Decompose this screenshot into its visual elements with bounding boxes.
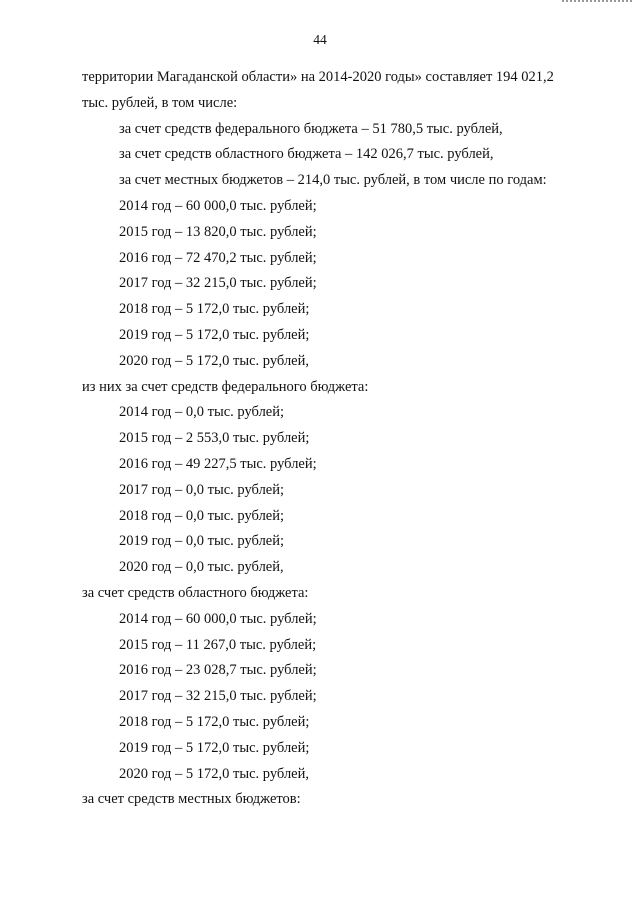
indented-text-line: 2014 год – 0,0 тыс. рублей; bbox=[119, 404, 285, 421]
indented-text-line: 2016 год – 23 028,7 тыс. рублей; bbox=[119, 662, 317, 679]
indented-text-line: 2015 год – 11 267,0 тыс. рублей; bbox=[119, 636, 317, 653]
indented-text-line: 2020 год – 0,0 тыс. рублей, bbox=[119, 559, 284, 576]
text-line: за счет средств местных бюджетов: bbox=[82, 791, 301, 808]
indented-text-line: 2018 год – 0,0 тыс. рублей; bbox=[119, 507, 285, 524]
indented-text-line: 2020 год – 5 172,0 тыс. рублей, bbox=[119, 765, 310, 782]
indented-text-line: 2018 год – 5 172,0 тыс. рублей; bbox=[119, 301, 310, 318]
indented-text-line: 2015 год – 13 820,0 тыс. рублей; bbox=[119, 223, 317, 240]
text-line: за счет средств областного бюджета: bbox=[82, 585, 309, 601]
text-line: тыс. рублей, в том числе: bbox=[82, 94, 238, 111]
indented-text-line: 2016 год – 49 227,5 тыс. рублей; bbox=[119, 456, 317, 472]
page-number: 44 bbox=[313, 32, 327, 47]
indented-text-line: 2017 год – 32 215,0 тыс. рублей; bbox=[119, 688, 317, 705]
indented-text-line: 2017 год – 0,0 тыс. рублей; bbox=[119, 481, 285, 498]
indented-text-line: 2017 год – 32 215,0 тыс. рублей; bbox=[119, 275, 317, 292]
text-line: территории Магаданской области» на 2014-2020 годы» составляет 194 021,2 bbox=[82, 69, 554, 85]
indented-text-line: за счет местных бюджетов – 214,0 тыс. рублей, в том числе по годам: bbox=[119, 172, 547, 189]
scan-corner-mark bbox=[562, 0, 632, 6]
indented-text-line: 2018 год – 5 172,0 тыс. рублей; bbox=[119, 714, 310, 730]
indented-text-line: 2016 год – 72 470,2 тыс. рублей; bbox=[119, 249, 317, 266]
indented-text-line: 2019 год – 0,0 тыс. рублей; bbox=[119, 533, 285, 550]
indented-text-line: 2020 год – 5 172,0 тыс. рублей, bbox=[119, 352, 310, 369]
indented-text-line: 2015 год – 2 553,0 тыс. рублей; bbox=[119, 430, 310, 447]
text-line: из них за счет средств федерального бюджета: bbox=[82, 378, 369, 395]
indented-text-line: 2019 год – 5 172,0 тыс. рублей; bbox=[119, 739, 310, 756]
indented-text-line: за счет средств федерального бюджета – 51 780,5 тыс. рублей, bbox=[119, 120, 503, 137]
indented-text-line: 2014 год – 60 000,0 тыс. рублей; bbox=[119, 610, 317, 627]
indented-text-line: 2019 год – 5 172,0 тыс. рублей; bbox=[119, 327, 310, 343]
indented-text-line: 2014 год – 60 000,0 тыс. рублей; bbox=[119, 198, 317, 214]
indented-text-line: за счет средств областного бюджета – 142 026,7 тыс. рублей, bbox=[119, 146, 494, 163]
